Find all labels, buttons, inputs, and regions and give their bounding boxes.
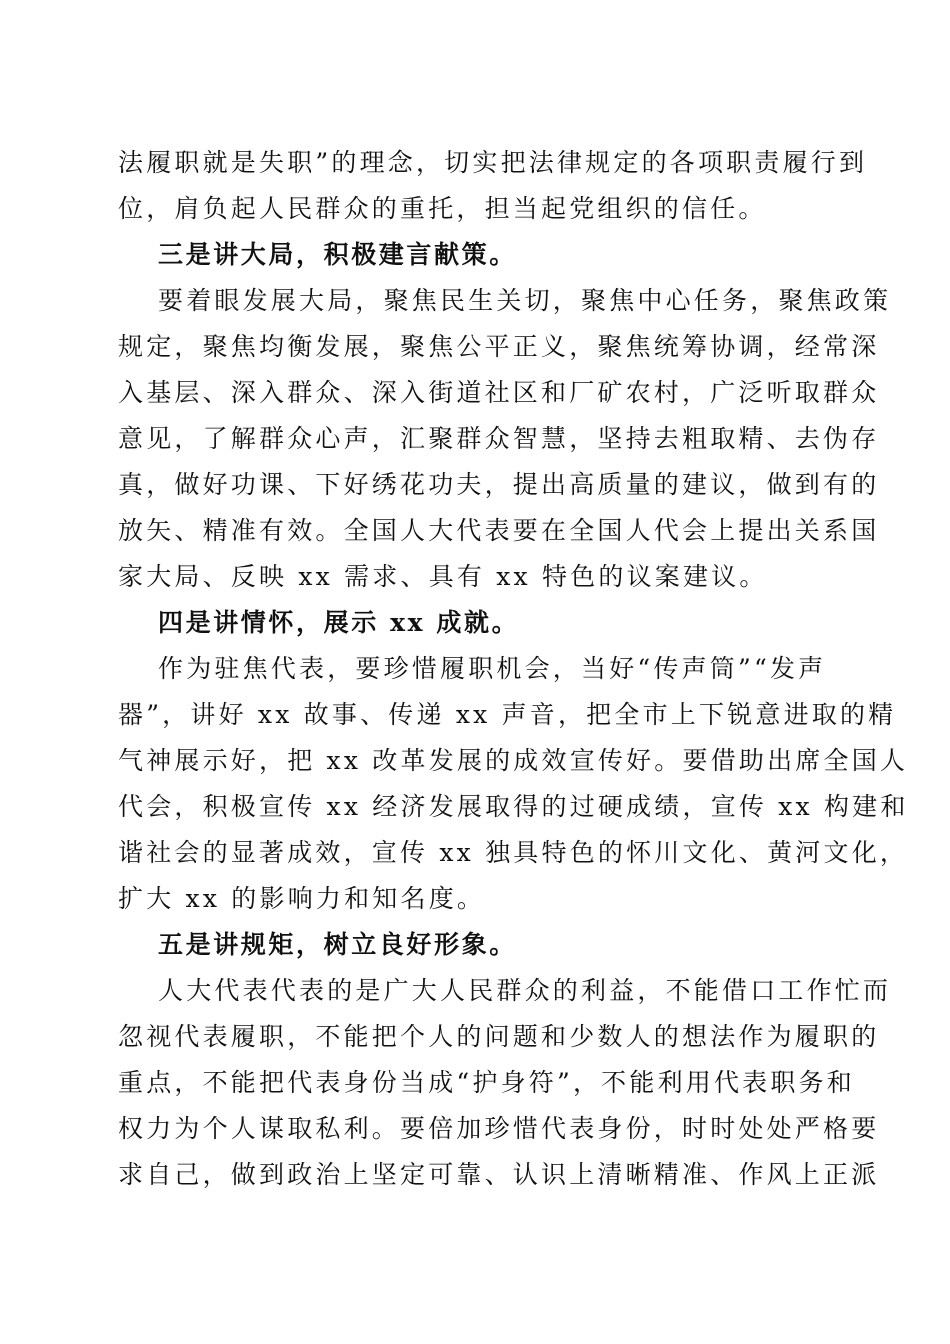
body-line: 权力为个人谋取私利。要倍加珍惜代表身份，时时处处严格要 <box>118 1114 880 1143</box>
body-line: 要着眼发展大局，聚焦民生关切，聚焦中心任务，聚焦政策 <box>158 286 892 315</box>
body-line: 气神展示好，把 xx 改革发展的成效宣传好。要借助出席全国人 <box>118 746 909 775</box>
document-body <box>118 140 909 1198</box>
body-line: 作为驻焦代表，要珍惜履职机会，当好“传声筒”“发声 <box>158 654 827 683</box>
section-heading: 三是讲大局，积极建言献策。 <box>158 240 517 269</box>
section-heading: 四是讲情怀，展示 xx 成就。 <box>158 608 520 637</box>
body-line: 家大局、反映 xx 需求、具有 xx 特色的议案建议。 <box>118 562 768 591</box>
body-line: 扩大 xx 的影响力和知名度。 <box>118 884 486 913</box>
body-line: 意见，了解群众心声，汇聚群众智慧，坚持去粗取精、去伪存 <box>118 424 880 453</box>
body-line: 重点，不能把代表身份当成“护身符”，不能利用代表职务和 <box>118 1068 855 1097</box>
body-line: 放矢、精准有效。全国人大代表要在全国人代会上提出关系国 <box>118 516 880 545</box>
body-line: 谐社会的显著成效，宣传 xx 独具特色的怀川文化、黄河文化， <box>118 838 909 867</box>
body-line: 规定，聚焦均衡发展，聚焦公平正义，聚焦统筹协调，经常深 <box>118 332 880 361</box>
body-line: 位，肩负起人民群众的重托，担当起党组织的信任。 <box>118 194 767 223</box>
body-line: 人大代表代表的是广大人民群众的利益，不能借口工作忙而 <box>158 976 892 1005</box>
section-heading: 五是讲规矩，树立良好形象。 <box>158 930 517 959</box>
body-line: 入基层、深入群众、深入街道社区和厂矿农村，广泛听取群众 <box>118 378 880 407</box>
body-line: 代会，积极宣传 xx 经济发展取得的过硬成绩，宣传 xx 构建和 <box>118 792 909 821</box>
body-line: 器”，讲好 xx 故事、传递 xx 声音，把全市上下锐意进取的精 <box>118 700 897 729</box>
body-line: 求自己，做到政治上坚定可靠、认识上清晰精准、作风上正派 <box>118 1160 880 1189</box>
body-line: 真，做好功课、下好绣花功夫，提出高质量的建议，做到有的 <box>118 470 880 499</box>
body-line: 法履职就是失职”的理念，切实把法律规定的各项职责履行到 <box>118 148 868 177</box>
body-line: 忽视代表履职，不能把个人的问题和少数人的想法作为履职的 <box>118 1022 880 1051</box>
